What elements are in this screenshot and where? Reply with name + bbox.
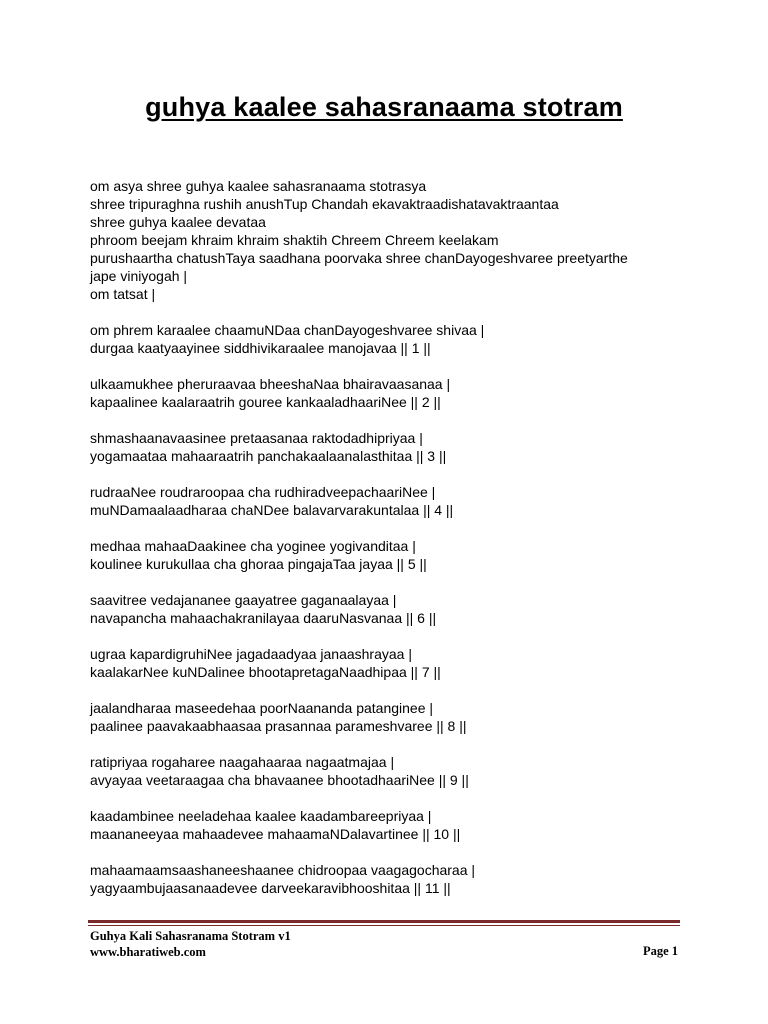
verse-block bbox=[90, 807, 690, 843]
text-line: medhaa mahaaDaakinee cha yoginee yogivanditaa | bbox=[90, 538, 416, 554]
footer-page-number: Page 1 bbox=[642, 944, 678, 958]
text-line: ratipriyaa rogaharee naagahaaraa nagaatmajaa | bbox=[90, 754, 395, 770]
footer-divider-thin bbox=[88, 925, 680, 926]
verse-block bbox=[90, 375, 690, 411]
footer-website-link[interactable]: www.bharatiweb.com bbox=[90, 945, 206, 959]
verse-block bbox=[90, 753, 690, 789]
verse-block bbox=[90, 645, 690, 681]
page-title: guhya kaalee sahasranaama stotram bbox=[145, 92, 623, 122]
verse-block bbox=[90, 861, 690, 897]
verse-block bbox=[90, 177, 690, 303]
verse-block bbox=[90, 537, 690, 573]
text-line: yagyaambujaasanaadevee darveekaravibhooshitaa || 11 || bbox=[90, 880, 451, 896]
footer-left bbox=[90, 928, 291, 960]
footer-divider bbox=[88, 920, 680, 923]
text-line: saavitree vedajananee gaayatree gaganaalayaa | bbox=[90, 592, 397, 608]
text-line: kapaalinee kaalaraatrih gouree kankaaladhaariNee || 2 || bbox=[90, 394, 441, 410]
text-line: om phrem karaalee chaamuNDaa chanDayogeshvaree shivaa | bbox=[90, 322, 485, 338]
text-line: ugraa kapardigruhiNee jagadaadyaa janaashrayaa | bbox=[90, 646, 412, 662]
verse-block bbox=[90, 321, 690, 357]
verse-block bbox=[90, 429, 690, 465]
text-line: paalinee paavakaabhaasaa prasannaa parameshvaree || 8 || bbox=[90, 718, 467, 734]
text-line: kaadambinee neeladehaa kaalee kaadambareepriyaa | bbox=[90, 808, 432, 824]
text-line: om asya shree guhya kaalee sahasranaama stotrasya bbox=[90, 178, 427, 194]
text-line: muNDamaalaadharaa chaNDee balavarvarakuntalaa || 4 || bbox=[90, 502, 454, 518]
text-line: jape viniyogah | bbox=[90, 268, 188, 284]
verse-block bbox=[90, 591, 690, 627]
text-line: kaalakarNee kuNDalinee bhootapretagaNaadhipaa || 7 || bbox=[90, 664, 441, 680]
text-line: mahaamaamsaashaneeshaanee chidroopaa vaagagocharaa | bbox=[90, 862, 476, 878]
text-line: durgaa kaatyaayinee siddhivikaraalee manojavaa || 1 || bbox=[90, 340, 431, 356]
text-line: maananeeyaa mahaadevee mahaamaNDalavartinee || 10 || bbox=[90, 826, 461, 842]
text-line: purushaartha chatushTaya saadhana poorvaka shree chanDayogeshvaree preetyarthe bbox=[90, 250, 628, 266]
text-line: phroom beejam khraim khraim shaktih Chreem Chreem keelakam bbox=[90, 232, 499, 248]
text-line: om tatsat | bbox=[90, 286, 156, 302]
text-line: ulkaamukhee pheruraavaa bheeshaNaa bhairavaasanaa | bbox=[90, 376, 451, 392]
text-line: koulinee kurukullaa cha ghoraa pingajaTaa jayaa || 5 || bbox=[90, 556, 427, 572]
text-line: yogamaataa mahaaraatrih panchakaalaanalasthitaa || 3 || bbox=[90, 448, 447, 464]
verse-block bbox=[90, 699, 690, 735]
text-line: navapancha mahaachakranilayaa daaruNasvanaa || 6 || bbox=[90, 610, 437, 626]
footer-doc-name: Guhya Kali Sahasranama Stotram v1 bbox=[90, 929, 291, 943]
text-line: shree tripuraghna rushih anushTup Chandah ekavaktraadishatavaktraantaa bbox=[90, 196, 559, 212]
text-line: shree guhya kaalee devataa bbox=[90, 214, 266, 230]
text-line: jaalandharaa maseedehaa poorNaananda patanginee | bbox=[90, 700, 434, 716]
text-line: rudraaNee roudraroopaa cha rudhiradveepachaariNee | bbox=[90, 484, 436, 500]
text-line: avyayaa veetaraagaa cha bhavaanee bhootadhaariNee || 9 || bbox=[90, 772, 469, 788]
document-body bbox=[90, 177, 690, 915]
verse-block bbox=[90, 483, 690, 519]
text-line: shmashaanavaasinee pretaasanaa raktodadhipriyaa | bbox=[90, 430, 423, 446]
